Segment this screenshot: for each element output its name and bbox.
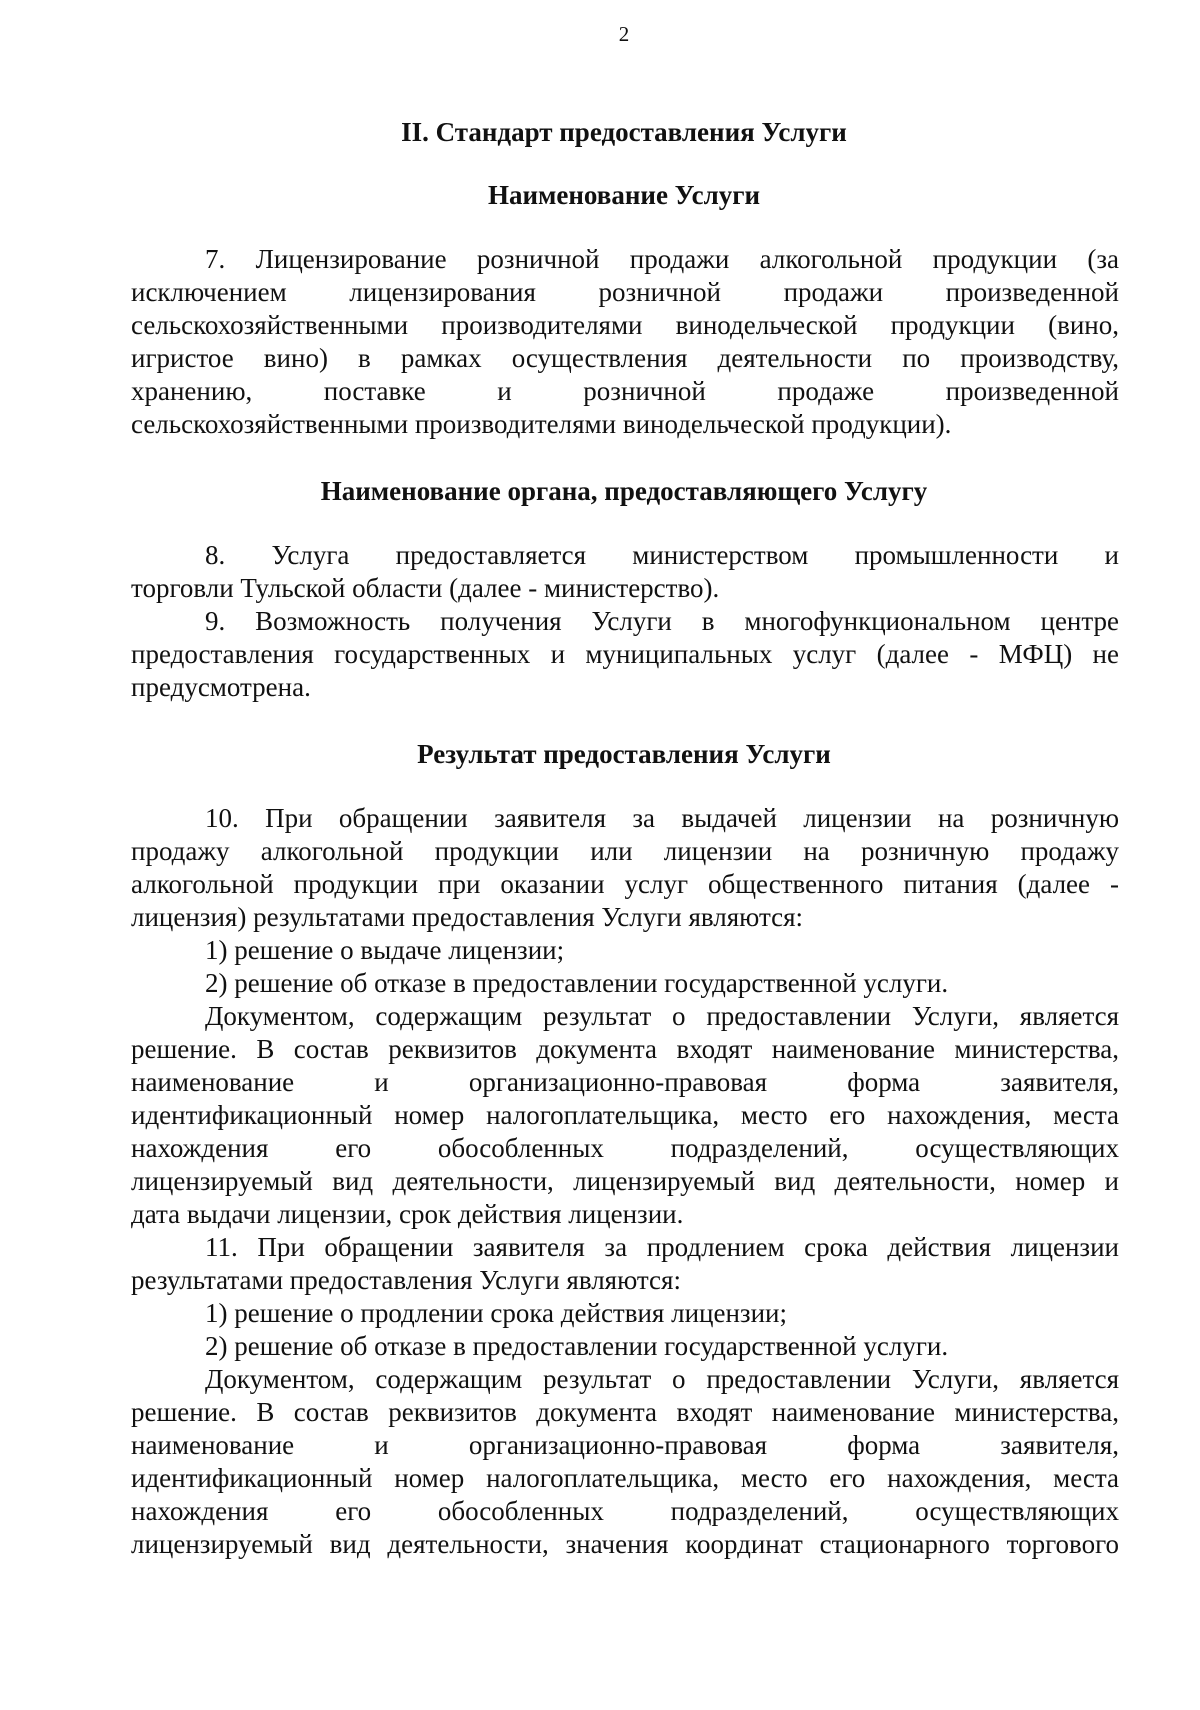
paragraph-10-doc-line: решение. В состав реквизитов документа входят наименование министерства, bbox=[131, 1034, 1119, 1064]
section-title: II. Стандарт предоставления Услуги bbox=[401, 117, 847, 147]
paragraph-11-doc-line: идентификационный номер налогоплательщика, место его нахождения, места bbox=[131, 1463, 1119, 1493]
heading-result: Результат предоставления Услуги bbox=[417, 739, 831, 769]
page-number: 2 bbox=[618, 22, 630, 46]
paragraph-10-line: лицензия) результатами предоставления Услуги являются: bbox=[131, 902, 804, 932]
paragraph-10-line: 10. При обращении заявителя за выдачей лицензии на розничную bbox=[205, 803, 1119, 833]
paragraph-7-line: хранению, поставке и розничной продаже произведенной bbox=[131, 376, 1119, 406]
paragraph-9-line: предоставления государственных и муниципальных услуг (далее - МФЦ) не bbox=[131, 639, 1119, 669]
paragraph-10-line: алкогольной продукции при оказании услуг общественного питания (далее - bbox=[131, 869, 1119, 899]
paragraph-8-line: торговли Тульской области (далее - министерство). bbox=[131, 573, 720, 603]
paragraph-11-doc-line: лицензируемый вид деятельности, значения координат стационарного торгового bbox=[131, 1529, 1119, 1559]
paragraph-9-line: 9. Возможность получения Услуги в многофункциональном центре bbox=[205, 606, 1119, 636]
paragraph-11-doc-line: нахождения его обособленных подразделений, осуществляющих bbox=[131, 1496, 1119, 1526]
heading-organ: Наименование органа, предоставляющего Услугу bbox=[320, 476, 928, 506]
paragraph-10-doc-line: дата выдачи лицензии, срок действия лицензии. bbox=[131, 1199, 684, 1229]
paragraph-9-line: предусмотрена. bbox=[131, 672, 311, 702]
paragraph-7-line: игристое вино) в рамках осуществления деятельности по производству, bbox=[131, 343, 1119, 373]
paragraph-10-doc-line: наименование и организационно-правовая форма заявителя, bbox=[131, 1067, 1119, 1097]
paragraph-10-doc-line: лицензируемый вид деятельности, лицензируемый вид деятельности, номер и bbox=[131, 1166, 1119, 1196]
paragraph-10-doc-line: нахождения его обособленных подразделений, осуществляющих bbox=[131, 1133, 1119, 1163]
paragraph-7-line: 7. Лицензирование розничной продажи алкогольной продукции (за bbox=[205, 244, 1119, 274]
paragraph-8-line: 8. Услуга предоставляется министерством промышленности и bbox=[205, 540, 1119, 570]
heading-service-name: Наименование Услуги bbox=[487, 180, 761, 210]
paragraph-10-doc-line: Документом, содержащим результат о предоставлении Услуги, является bbox=[205, 1001, 1119, 1031]
paragraph-11-line: результатами предоставления Услуги являются: bbox=[131, 1265, 681, 1295]
paragraph-11-line: 11. При обращении заявителя за продлением срока действия лицензии bbox=[205, 1232, 1119, 1262]
paragraph-10-doc-line: идентификационный номер налогоплательщика, место его нахождения, места bbox=[131, 1100, 1119, 1130]
paragraph-11-doc-line: Документом, содержащим результат о предоставлении Услуги, является bbox=[205, 1364, 1119, 1394]
list-item: 1) решение о продлении срока действия лицензии; bbox=[205, 1298, 787, 1328]
paragraph-7-line: сельскохозяйственными производителями винодельческой продукции (вино, bbox=[131, 310, 1119, 340]
paragraph-10-line: продажу алкогольной продукции или лицензии на розничную продажу bbox=[131, 836, 1119, 866]
list-item: 1) решение о выдаче лицензии; bbox=[205, 935, 565, 965]
paragraph-7-line: исключением лицензирования розничной продажи произведенной bbox=[131, 277, 1119, 307]
paragraph-11-doc-line: решение. В состав реквизитов документа входят наименование министерства, bbox=[131, 1397, 1119, 1427]
paragraph-7-line: сельскохозяйственными производителями винодельческой продукции). bbox=[131, 409, 952, 439]
paragraph-11-doc-line: наименование и организационно-правовая форма заявителя, bbox=[131, 1430, 1119, 1460]
list-item: 2) решение об отказе в предоставлении государственной услуги. bbox=[205, 968, 949, 998]
list-item: 2) решение об отказе в предоставлении государственной услуги. bbox=[205, 1331, 949, 1361]
